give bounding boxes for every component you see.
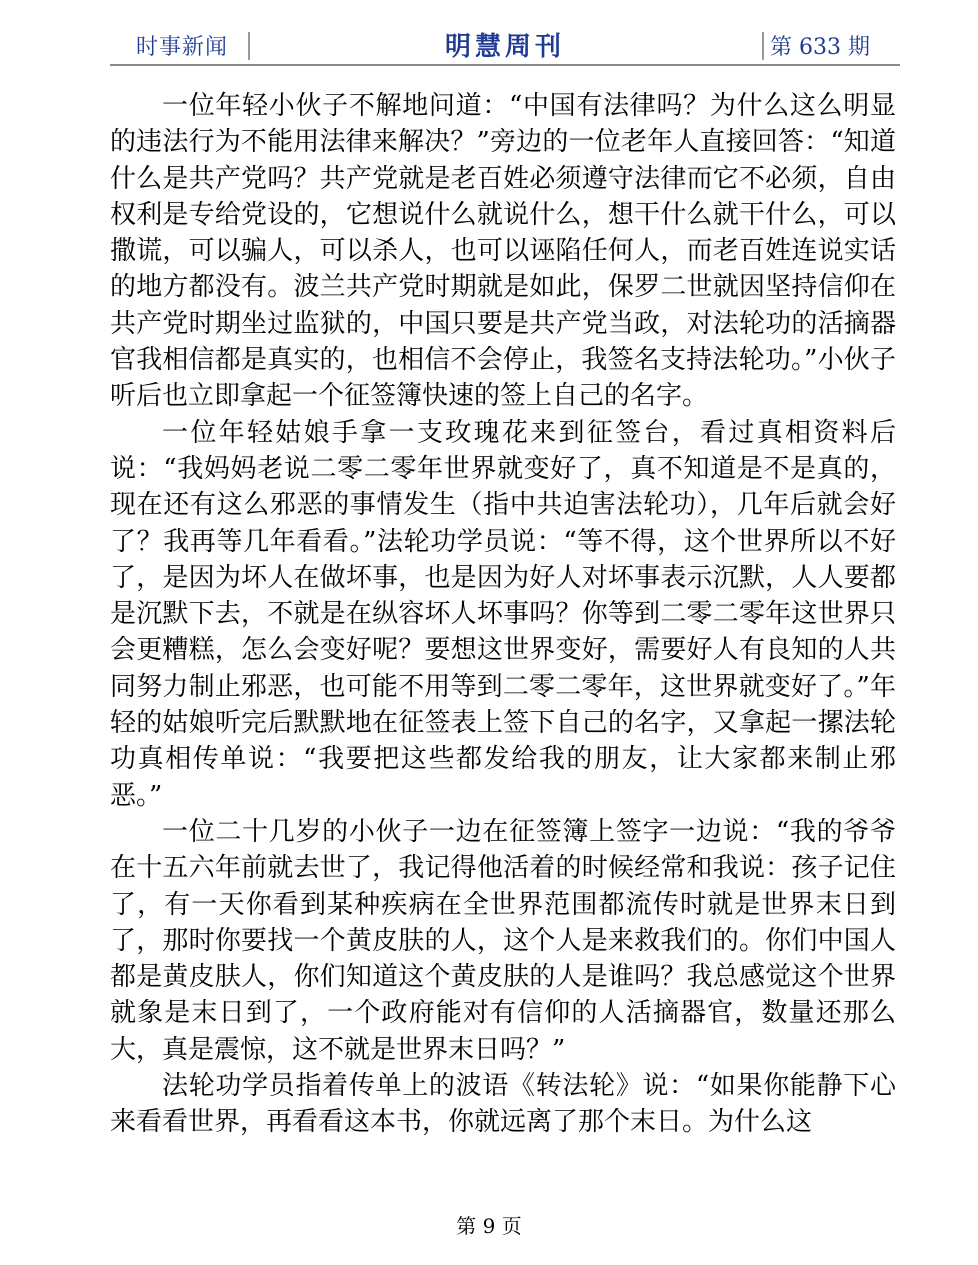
header-publication-title: 明慧周刊 [444,32,565,62]
paragraph: 一位年轻姑娘手拿一支玫瑰花来到征签台，看过真相资料后说：“我妈妈老说二零二零年世界就变好了，真不知道是不是真的，现在还有这么邪恶的事情发生（指中共迫害法轮功），几年后就会好了？我再等几年看看。”法轮功学员说：“等不得，这个世界所以不好了，是因为坏人在做坏事，也是因为好人对坏事表示沉默，人人要都是沉默下去，不就是在纵容坏人坏事吗？你等到二零二零年这世界只会更糟糕，怎么会变好呢？要想这世界变好，需要好人有良知的人共同努力制止邪恶，也可能不用等到二零二零年，这世界就变好了。”年轻的姑娘听完后默默地在征签表上签下自己的名字，又拿起一摞法轮功真相传单说：“我要把这些都发给我的朋友，让大家都来制止邪恶。” [110,417,896,811]
header-rule [110,64,900,66]
header-divider-right [762,32,764,60]
header-issue-number: 第 633 期 [770,35,870,60]
page-header [110,22,900,66]
page-number: 第 9 页 [456,1214,522,1238]
header-section-label: 时事新闻 [136,35,229,60]
paragraph: 法轮功学员指着传单上的波语《转法轮》说：“如果你能静下心来看看世界，再看看这本书，你就远离了那个末日。为什么这 [110,1071,896,1138]
paragraph: 一位二十几岁的小伙子一边在征签簿上签字一边说：“我的爷爷在十五六年前就去世了，我记得他活着的时候经常和我说：孩子记住了，有一天你看到某种疾病在全世界范围都流传时就是世界末日到了，那时你要找一个黄皮肤的人，这个人是来救我们的。你们中国人都是黄皮肤人，你们知道这个黄皮肤的人是谁吗？我总感觉这个世界就象是末日到了，一个政府能对有信仰的人活摘器官，数量还那么大，真是震惊，这不就是世界末日吗？” [110,816,896,1065]
article-body [110,88,896,1141]
paragraph: 一位年轻小伙子不解地问道：“中国有法律吗？为什么这么明显的违法行为不能用法律来解决？”旁边的一位老年人直接回答：“知道什么是共产党吗？共产党就是老百姓必须遵守法律而它不必须，自由权利是专给党设的，它想说什么就说什么，想干什么就干什么，可以撒谎，可以骗人，可以杀人，也可以诬陷任何人，而老百姓连说实话的地方都没有。波兰共产党时期就是如此，保罗二世就因坚持信仰在共产党时期坐过监狱的，中国只要是共产党当政，对法轮功的活摘器官我相信都是真实的，也相信不会停止，我签名支持法轮功。”小伙子听后也立即拿起一个征签簿快速的签上自己的名字。 [110,91,896,412]
